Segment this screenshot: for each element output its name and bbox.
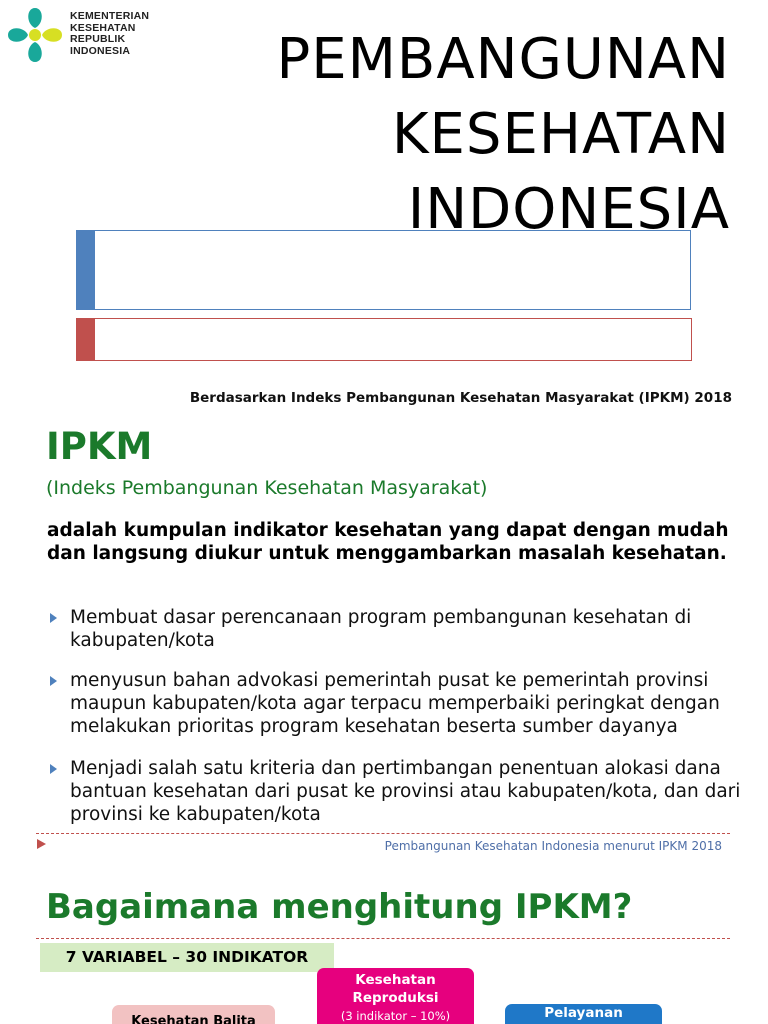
- ipkm-heading: IPKM: [46, 425, 153, 468]
- title-line: KESEHATAN: [391, 102, 730, 167]
- calc-heading: Bagaimana menghitung IPKM?: [46, 887, 633, 927]
- card-kesehatan-reproduksi: [317, 968, 474, 1024]
- kemenkes-logo-icon: [4, 4, 66, 66]
- card-title: Pelayanan: [544, 1005, 623, 1021]
- dashed-divider: [36, 833, 730, 834]
- slide-title: [276, 22, 730, 247]
- footer-caption: Pembangunan Kesehatan Indonesia menurut IPKM 2018: [384, 839, 722, 853]
- red-placeholder-box: [76, 318, 692, 361]
- card-title: Reproduksi: [352, 990, 439, 1006]
- logo-line: REPUBLIK: [70, 33, 126, 45]
- dashed-divider: [36, 938, 730, 939]
- list-item: [50, 757, 750, 826]
- logo-line: KEMENTERIAN: [70, 10, 150, 22]
- bullet-arrow-icon: [50, 613, 57, 623]
- logo-line: INDONESIA: [70, 44, 131, 57]
- title-line: PEMBANGUNAN: [276, 27, 730, 92]
- list-item: [50, 669, 750, 738]
- list-item: [50, 606, 750, 652]
- ipkm-subheading: (Indeks Pembangunan Kesehatan Masyarakat): [46, 477, 488, 499]
- red-accent-bar: [77, 319, 95, 360]
- card-title: Kesehatan: [355, 972, 436, 988]
- list-item-text: Menjadi salah satu kriteria dan pertimbangan penentuan alokasi dana bantuan kesehatan dari pusat ke provinsi atau kabupaten/kota, dan dari provinsi ke kabupaten/kota: [70, 758, 741, 825]
- logo-text: [70, 11, 149, 57]
- logo-line: KESEHATAN: [70, 21, 136, 34]
- list-item-text: Membuat dasar perencanaan program pembangunan kesehatan di kabupaten/kota: [70, 607, 692, 651]
- bullet-arrow-icon: [50, 676, 57, 686]
- card-title: Kesehatan Balita: [131, 1014, 256, 1024]
- card-pelayanan: [505, 1004, 662, 1024]
- purpose-list: [50, 606, 750, 843]
- title-line: INDONESIA: [407, 177, 730, 242]
- ipkm-definition: adalah kumpulan indikator kesehatan yang dapat dengan mudah dan langsung diukur untuk menggambarkan masalah kesehatan.: [47, 520, 729, 564]
- basis-caption: Berdasarkan Indeks Pembangunan Kesehatan Masyarakat (IPKM) 2018: [189, 390, 732, 406]
- footer-arrow-icon: [37, 839, 46, 849]
- card-kesehatan-balita: [112, 1005, 275, 1024]
- list-item-text: menyusun bahan advokasi pemerintah pusat ke pemerintah provinsi maupun kabupaten/kota agar terpacu memperbaiki peringkat dengan melakukan prioritas program kesehatan beserta sumber dayanya: [70, 670, 720, 737]
- card-subtitle: (3 indikator – 10%): [340, 1009, 451, 1023]
- blue-accent-bar: [77, 231, 95, 309]
- bullet-arrow-icon: [50, 764, 57, 774]
- blue-placeholder-box: [76, 230, 691, 310]
- variables-badge: 7 VARIABEL – 30 INDIKATOR: [40, 943, 334, 972]
